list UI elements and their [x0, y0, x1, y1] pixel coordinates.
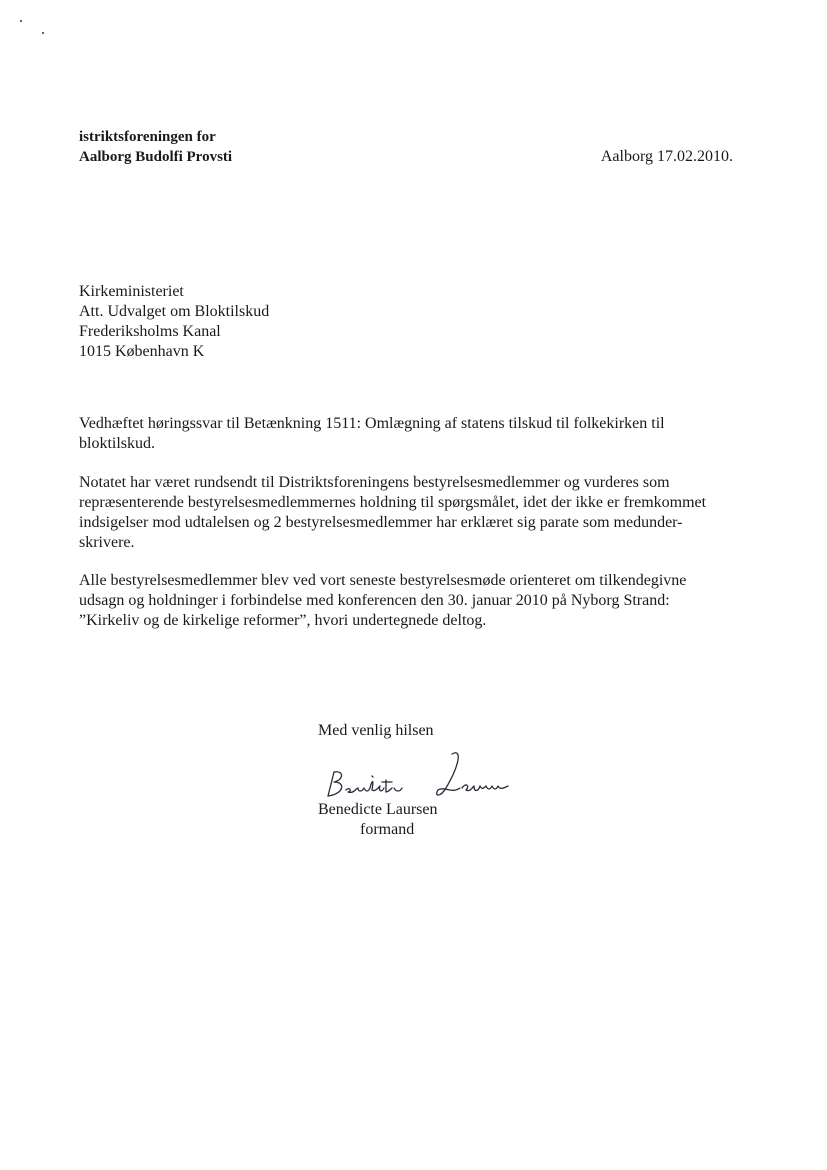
- paragraph-2: Notatet har været rundsendt til Distriktsforeningens bestyrelsesmedlemmer og vurderes som repræsenterende bestyrelsesmedlemmernes holdning til spørgsmålet, idet der ikke er fremkommet indsigelser mod udtalelsen og 2 bestyrelsesmedlemmer har erklæret sig parate som medunder-skrivere.: [79, 474, 707, 551]
- signature-drawing: [312, 744, 512, 804]
- letter-date: Aalborg 17.02.2010.: [600, 148, 733, 165]
- scan-speck: [42, 32, 44, 34]
- paragraph-1: Vedhæftet høringssvar til Betænkning 1511: Omlægning af statens tilskud til folkekirken til bloktilskud.: [79, 415, 665, 452]
- sender-line-1: istriktsforeningen for: [79, 129, 216, 145]
- sender-block: [79, 127, 232, 167]
- closing-salutation: Med venlig hilsen: [318, 722, 434, 739]
- recipient-line-4: 1015 København K: [79, 343, 205, 360]
- recipient-line-1: Kirkeministeriet: [79, 283, 184, 300]
- recipient-line-2: Att. Udvalget om Bloktilskud: [79, 303, 270, 320]
- paragraph-3: Alle bestyrelsesmedlemmer blev ved vort seneste bestyrelsesmøde orienteret om tilkendegivne udsagn og holdninger i forbindelse med konferencen den 30. januar 2010 på Nyborg Strand: ”Kirkeliv og de kirkelige reformer”, hvori undertegnede deltog.: [79, 572, 687, 629]
- handwritten-signature: [312, 744, 512, 804]
- sender-line-2: Aalborg Budolfi Provsti: [79, 149, 233, 165]
- recipient-line-3: Frederiksholms Kanal: [79, 323, 221, 340]
- scan-speck: [20, 20, 22, 22]
- signer-name: Benedicte Laursen: [318, 801, 438, 818]
- signer-title: formand: [360, 821, 415, 838]
- recipient-address: [79, 282, 269, 362]
